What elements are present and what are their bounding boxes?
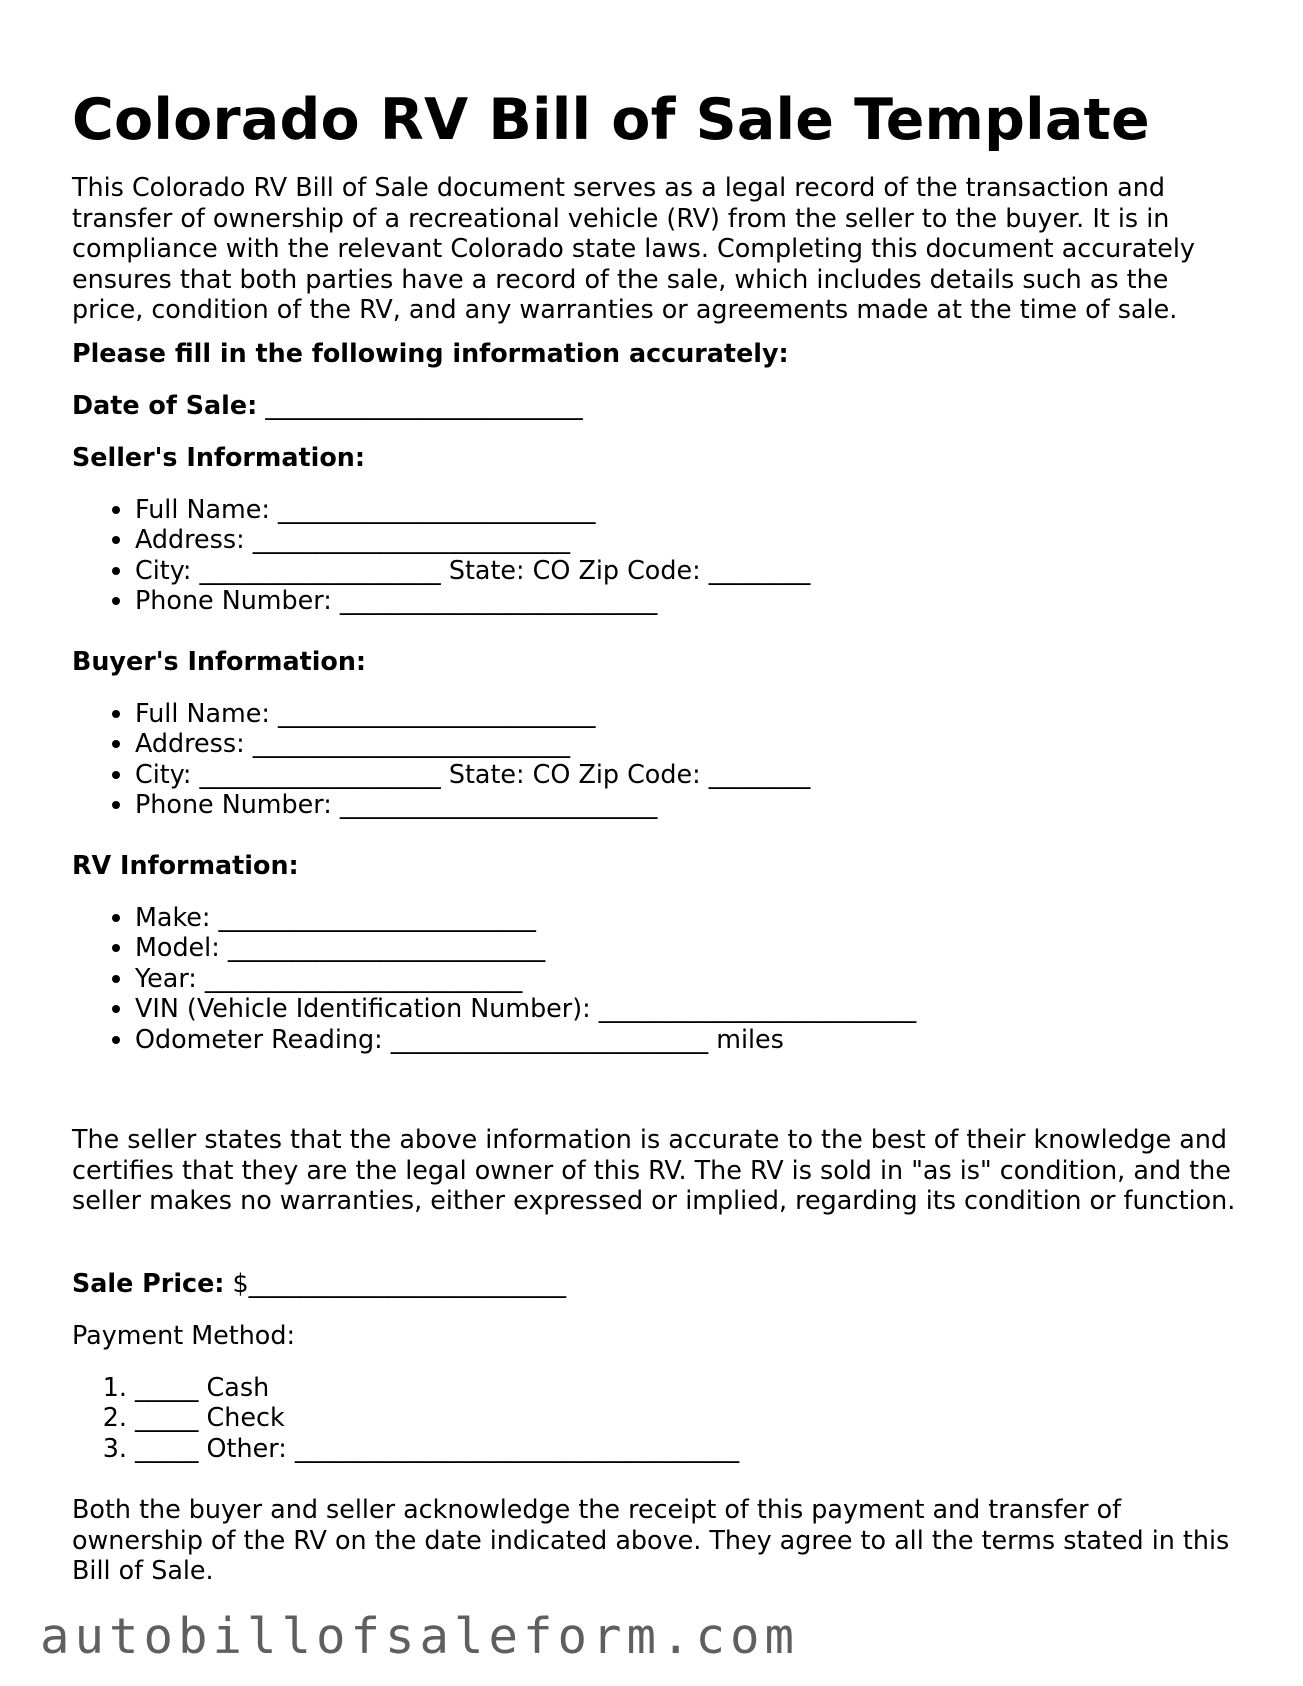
rv-vin-field[interactable]: • VIN (Vehicle Identification Number): _________________________ — [135, 993, 1242, 1024]
acknowledgement-paragraph — [72, 1494, 1242, 1586]
rv-year-field[interactable]: • Year: _________________________ — [135, 963, 1242, 994]
date-of-sale-field — [72, 390, 1242, 421]
buyer-heading: Buyer's Information: — [72, 646, 367, 676]
payment-option-cash[interactable]: 1. _____ Cash — [135, 1372, 1242, 1403]
rv-section — [72, 850, 1242, 1054]
as-is-text: The seller states that the above information is accurate to the best of their knowledge and certifies that they are the legal owner of this RV. The RV is sold in "as is" condition, and the seller makes no warranties, either expressed or implied, regarding its condition or function. — [72, 1124, 1236, 1215]
intro-text: This Colorado RV Bill of Sale document serves as a legal record of the transaction and transfer of ownership of a recreational vehicle (RV) from the seller to the buyer. It is in compliance with the relevant Colorado state laws. Completing this document accurately ensures that both parties have a record of the sale, which includes details such as the price, condition of the RV, and any warranties or agreements made at the time of sale. — [72, 172, 1195, 324]
rv-fields — [72, 902, 1242, 1055]
seller-heading: Seller's Information: — [72, 442, 366, 472]
buyer-section — [72, 646, 1242, 820]
buyer-city-state-zip-field[interactable]: • City: ___________________ State: CO Zip Code: ________ — [135, 759, 1242, 790]
seller-phone-field[interactable]: • Phone Number: _________________________ — [135, 585, 1242, 616]
date-of-sale-label: Date of Sale: — [72, 390, 258, 420]
buyer-address-field[interactable]: • Address: _________________________ — [135, 728, 1242, 759]
page-title: Colorado RV Bill of Sale Template — [72, 87, 1150, 153]
sale-price-blank[interactable]: $_________________________ — [232, 1268, 567, 1298]
seller-city-state-zip-field[interactable]: • City: ___________________ State: CO Zip Code: ________ — [135, 555, 1242, 586]
rv-make-field[interactable]: • Make: _________________________ — [135, 902, 1242, 933]
seller-full-name-field[interactable]: • Full Name: _________________________ — [135, 494, 1242, 525]
buyer-phone-field[interactable]: • Phone Number: _________________________ — [135, 789, 1242, 820]
sale-price-label: Sale Price: — [72, 1268, 225, 1298]
seller-fields — [72, 494, 1242, 616]
sale-price-field — [72, 1268, 1242, 1299]
instruction — [72, 338, 1242, 369]
payment-method-label: Payment Method: — [72, 1320, 296, 1350]
seller-address-field[interactable]: • Address: _________________________ — [135, 524, 1242, 555]
instruction-text: Please fill in the following information accurately: — [72, 338, 789, 368]
site-watermark: autobillofsaleform.com — [40, 1608, 800, 1665]
payment-option-other[interactable]: 3. _____ Other: ___________________________________ — [135, 1433, 1242, 1464]
payment-options — [72, 1372, 1242, 1464]
payment-section — [72, 1320, 1242, 1463]
intro-paragraph — [72, 172, 1242, 325]
date-of-sale-blank[interactable]: _________________________ — [265, 390, 583, 420]
buyer-fields — [72, 698, 1242, 820]
acknowledgement-text: Both the buyer and seller acknowledge the receipt of this payment and transfer of ownership of the RV on the date indicated above. They agree to all the terms stated in this Bill of Sale. — [72, 1494, 1230, 1585]
rv-odometer-field[interactable]: • Odometer Reading: _________________________ miles — [135, 1024, 1242, 1055]
buyer-full-name-field[interactable]: • Full Name: _________________________ — [135, 698, 1242, 729]
rv-model-field[interactable]: • Model: _________________________ — [135, 932, 1242, 963]
as-is-paragraph — [72, 1124, 1242, 1216]
seller-section — [72, 442, 1242, 616]
rv-heading: RV Information: — [72, 850, 299, 880]
payment-option-check[interactable]: 2. _____ Check — [135, 1402, 1242, 1433]
